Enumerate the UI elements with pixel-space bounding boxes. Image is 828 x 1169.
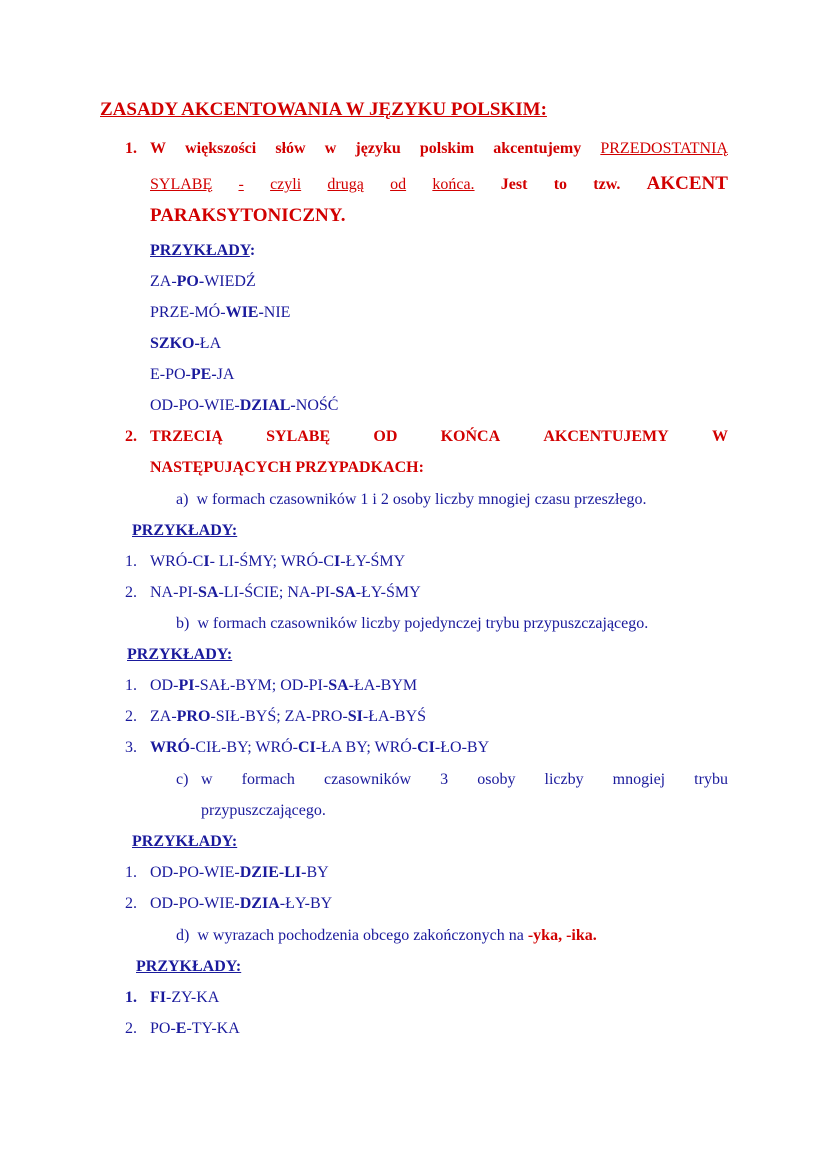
case-a-item-number: 1. — [125, 553, 137, 570]
word: mnogiej — [612, 771, 666, 788]
case-a-item-2 — [150, 584, 421, 602]
case-a — [176, 491, 647, 509]
case-c-examples-label: PRZYKŁADY: — [132, 833, 238, 850]
case-marker: b) — [176, 615, 190, 632]
syllable: JA — [216, 366, 235, 383]
rule2-line1 — [150, 428, 728, 446]
stressed-syllable: PI — [178, 677, 195, 694]
syllable: -ŁY-BY — [279, 895, 333, 912]
case-d-item-number: 1. — [125, 989, 137, 1006]
case-b-item-2 — [150, 708, 426, 726]
syllable: -ŁA-BYŚ — [362, 708, 427, 725]
syllable: OD- — [150, 677, 179, 694]
word: tzw. — [593, 176, 621, 193]
stressed-syllable: DZIA — [239, 895, 280, 912]
stressed-syllable: PE- — [190, 366, 217, 383]
syllable: OD-PO-WIE- — [150, 397, 240, 414]
examples-label-text: PRZYKŁADY — [150, 242, 250, 259]
example-odpowiedzialnosc — [150, 397, 338, 415]
example-zapowiedz — [150, 273, 256, 291]
syllable: WRÓ-C — [150, 553, 204, 570]
document-title: ZASADY AKCENTOWANIA W JĘZYKU POLSKIM: — [100, 99, 547, 120]
syllable: -TY-KA — [186, 1020, 240, 1037]
case-a-item-number: 2. — [125, 584, 137, 601]
case-c-item-number: 2. — [125, 895, 137, 912]
word: SYLABĘ — [150, 176, 213, 193]
word: liczby — [544, 771, 584, 788]
syllable: -ŁO-BY — [434, 739, 490, 756]
syllable: E-PO- — [150, 366, 191, 383]
word: języku — [355, 140, 401, 157]
case-a-examples-label: PRZYKŁADY: — [132, 522, 238, 539]
word: W — [711, 428, 728, 445]
word: Jest — [500, 176, 528, 193]
word: AKCENTUJEMY — [543, 428, 669, 445]
word: formach — [241, 771, 295, 788]
word: osoby — [477, 771, 516, 788]
word: TRZECIĄ — [150, 428, 223, 445]
case-d-item-1 — [150, 989, 219, 1007]
rule1-line2 — [150, 173, 728, 195]
case-text: w formach czasowników 1 i 2 osoby liczby mnogiej czasu przeszłego. — [196, 491, 647, 508]
case-d — [176, 927, 597, 945]
word: większości — [185, 140, 257, 157]
case-d-item-2 — [150, 1020, 240, 1038]
stressed-syllable: SI — [347, 708, 363, 725]
stressed-syllable: SA — [335, 584, 356, 601]
word: trybu — [694, 771, 728, 788]
akcent-label: AKCENT — [646, 173, 728, 194]
syllable: -ŁY-ŚMY — [355, 584, 421, 601]
syllable: -ŁA-BYM — [348, 677, 418, 694]
case-b-item-3 — [150, 739, 489, 757]
word: - — [238, 176, 244, 193]
case-d-item-number: 2. — [125, 1020, 137, 1037]
rule2-number: 2. — [125, 428, 137, 445]
highlight-przedostatnia: PRZEDOSTATNIĄ — [600, 140, 728, 157]
stressed-syllable: PO- — [176, 273, 205, 290]
case-d-examples-label: PRZYKŁADY: — [136, 958, 242, 975]
case-c-item-1 — [150, 864, 329, 882]
example-epopeja — [150, 366, 234, 384]
stressed-syllable: FI — [150, 989, 166, 1006]
stressed-syllable: SA — [198, 584, 219, 601]
word: drugą — [327, 176, 364, 193]
case-suffix: -yka, -ika. — [527, 927, 597, 944]
word: OD — [373, 428, 398, 445]
syllable: - LI-ŚMY; WRÓ-C — [209, 553, 335, 570]
syllable: PO- — [150, 1020, 176, 1037]
syllable: PRZE-MÓ- — [150, 304, 226, 321]
syllable: NOŚĆ — [295, 397, 339, 414]
rule1-number: 1. — [125, 140, 137, 157]
case-marker: d) — [176, 927, 190, 944]
example-szkola — [150, 335, 221, 353]
case-b — [176, 615, 648, 633]
examples-colon: : — [249, 242, 256, 259]
stressed-syllable: E — [175, 1020, 187, 1037]
syllable: NA-PI- — [150, 584, 198, 601]
word: końca. — [432, 176, 475, 193]
paraksytoniczny: PARAKSYTONICZNY. — [150, 205, 346, 226]
rule2-line2: NASTĘPUJĄCYCH PRZYPADKACH: — [150, 459, 424, 476]
syllable: BY — [306, 864, 329, 881]
stressed-syllable: I — [203, 553, 210, 570]
syllable: -ŁA BY; WRÓ- — [315, 739, 418, 756]
case-b-item-number: 1. — [125, 677, 137, 694]
case-c-item-number: 1. — [125, 864, 137, 881]
stressed-syllable: DZIE-LI- — [239, 864, 307, 881]
case-b-examples-label: PRZYKŁADY: — [127, 646, 233, 663]
word: w — [201, 771, 213, 788]
syllable: OD-PO-WIE- — [150, 895, 240, 912]
word: słów — [275, 140, 306, 157]
case-text: w wyrazach pochodzenia obcego zakończonych na — [197, 927, 524, 944]
word: W — [150, 140, 166, 157]
rule1-line1 — [150, 140, 728, 158]
stressed-syllable: I — [334, 553, 341, 570]
word: czasowników — [324, 771, 412, 788]
stressed-syllable: WIE- — [225, 304, 264, 321]
case-c-line1 — [201, 771, 728, 789]
example-przemowienie — [150, 304, 290, 322]
word: polskim — [419, 140, 475, 157]
syllable: WIEDŹ — [204, 273, 256, 290]
stressed-syllable: WRÓ — [150, 739, 190, 756]
word: KOŃCA — [440, 428, 501, 445]
stressed-syllable: DZIAL- — [239, 397, 296, 414]
word: to — [553, 176, 568, 193]
word: SYLABĘ — [266, 428, 331, 445]
syllable: -ZY-KA — [166, 989, 220, 1006]
case-a-item-1 — [150, 553, 405, 571]
case-c-line2: przypuszczającego. — [201, 802, 326, 819]
word: czyli — [270, 176, 302, 193]
word: akcentujemy — [493, 140, 582, 157]
case-c-item-2 — [150, 895, 332, 913]
case-marker: a) — [176, 491, 189, 508]
case-c-marker: c) — [176, 771, 189, 788]
word: od — [390, 176, 407, 193]
rule1-examples-label — [150, 242, 255, 260]
case-text: w formach czasowników liczby pojedynczej trybu przypuszczającego. — [197, 615, 649, 632]
word: w — [324, 140, 337, 157]
stressed-syllable: SA — [328, 677, 349, 694]
stressed-syllable: PRO — [176, 708, 211, 725]
case-b-item-number: 2. — [125, 708, 137, 725]
stressed-syllable: SZKO- — [150, 335, 200, 352]
word: 3 — [440, 771, 449, 788]
syllable: ZA- — [150, 708, 177, 725]
syllable: OD-PO-WIE- — [150, 864, 240, 881]
syllable: NIE — [263, 304, 291, 321]
syllable: ŁA — [199, 335, 222, 352]
syllable: -CIŁ-BY; WRÓ- — [190, 739, 298, 756]
stressed-syllable: CI — [417, 739, 435, 756]
case-b-item-number: 3. — [125, 739, 137, 756]
syllable: -SAŁ-BYM; OD-PI- — [194, 677, 329, 694]
syllable: -LI-ŚCIE; NA-PI- — [218, 584, 336, 601]
syllable: -ŁY-ŚMY — [340, 553, 406, 570]
syllable: -SIŁ-BYŚ; ZA-PRO- — [210, 708, 348, 725]
stressed-syllable: CI — [298, 739, 316, 756]
case-b-item-1 — [150, 677, 417, 695]
syllable: ZA- — [150, 273, 177, 290]
